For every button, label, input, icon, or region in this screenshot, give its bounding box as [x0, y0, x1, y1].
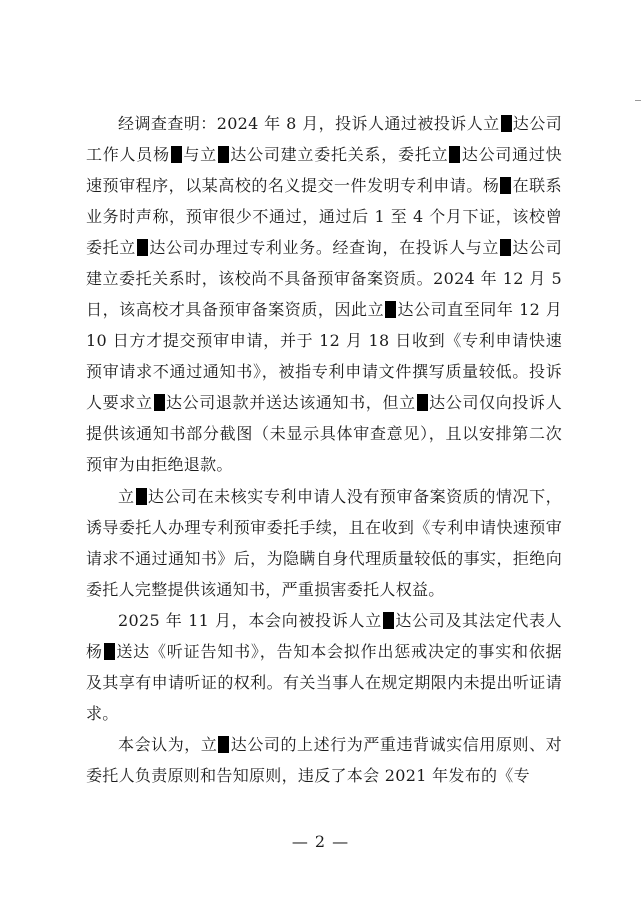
paragraph-findings [86, 108, 562, 480]
paragraph-text-segment: 达公司办理过专利业务。经查询，在投诉人与立 [148, 238, 500, 257]
redaction-block [383, 612, 394, 629]
redaction-block [104, 643, 115, 660]
paragraph-conclusion [86, 729, 562, 791]
paragraph-text-segment: 达公司在未核实专利申请人没有预审备案资质的情况下，诱导委托人办理专利预审委托手续，且在收到《专利申请快速预审请求不通过通知书》后，为隐瞒自身代理质量较低的事实，拒绝向委托人完整提供该通知书，严重损害委托人权益。 [86, 487, 562, 599]
paragraph-text-segment: 达公司退款并送达该通知书，但立 [165, 393, 416, 412]
paragraph-text-segment: 达公司工作人员杨 [86, 114, 563, 164]
paragraph-text-segment: 达公司建立委托关系时，该校尚不具备预审备案资质。2024 年 12 月 5 日，该高校才具备预审备案资质，因此立 [86, 238, 562, 319]
redaction-block [500, 239, 511, 256]
paragraph-text-segment: 达公司直至同年 12 月 10 日方才提交预审申请，并于 12 月 18 日收到《专利申请快速预审请求不通过通知书》，被指专利申请文件撰写质量较低。投诉人要求立 [86, 300, 562, 412]
redaction-block [171, 146, 182, 163]
redaction-block [136, 488, 147, 505]
paragraph-text-segment: 经调查查明：2024 年 8 月，投诉人通过被投诉人立 [118, 114, 500, 133]
redaction-block [417, 394, 428, 411]
redaction-block [218, 736, 229, 753]
redaction-block [501, 115, 512, 132]
paragraph-conduct [86, 481, 562, 605]
paragraph-text-segment: 本会认为，立 [118, 735, 218, 754]
paragraph-text-segment: 在联系业务时声称，预审很少不通过，通过后 1 至 4 个月下证，该校曾委托立 [86, 176, 562, 257]
paragraph-text-segment: 达公司仅向投诉人提供该通知书部分截图（未显示具体审查意见），且以安排第二次预审为由拒绝退款。 [86, 393, 563, 474]
redaction-block [500, 177, 511, 194]
paragraph-text-segment: 达公司通过快速预审程序，以某高校的名义提交一件发明专利申请。杨 [86, 145, 562, 195]
paragraph-text-segment: 2025 年 11 月，本会向被投诉人立 [118, 611, 382, 630]
paragraph-text-segment: 达公司及其法定代表人杨 [86, 611, 562, 661]
redaction-block [385, 301, 396, 318]
paragraph-text-segment: 送达《听证告知书》，告知本会拟作出惩戒决定的事实和依据及其享有申请听证的权利。有关当事人在规定期限内未提出听证请求。 [86, 642, 562, 723]
paragraph-text-segment: 与立 [182, 145, 217, 164]
redaction-block [137, 239, 148, 256]
page-edge-mark [635, 100, 641, 105]
page-number: — 2 — [291, 832, 350, 851]
paragraph-hearing-notice [86, 605, 562, 729]
paragraph-text-segment: 达公司的上述行为严重违背诚实信用原则、对委托人负责原则和告知原则，违反了本会 2021 年发布的《专 [86, 735, 562, 785]
paragraph-text-segment: 立 [118, 487, 135, 506]
paragraph-text-segment: 达公司建立委托关系，委托立 [229, 145, 449, 164]
redaction-block [449, 146, 460, 163]
redaction-block [154, 394, 165, 411]
redaction-block [218, 146, 229, 163]
